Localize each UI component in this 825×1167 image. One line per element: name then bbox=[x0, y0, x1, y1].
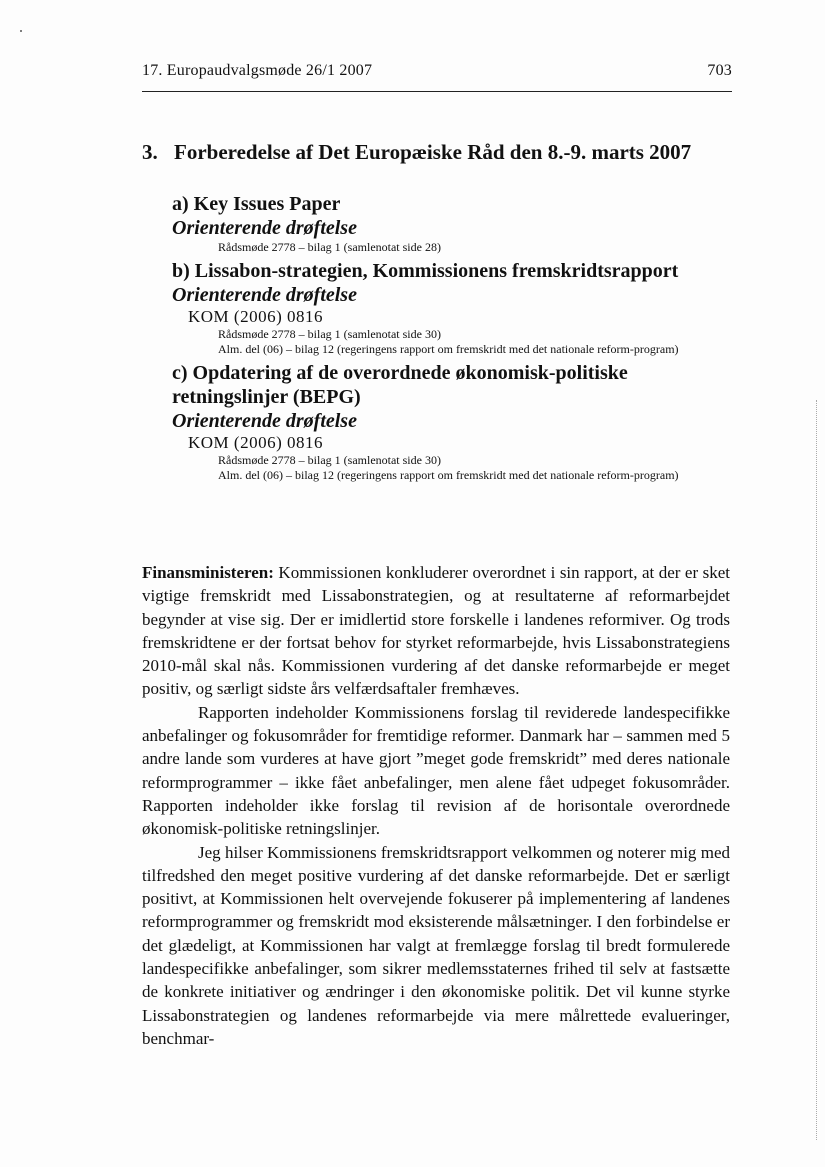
agenda-item-reference: KOM (2006) 0816 bbox=[188, 433, 323, 452]
agenda-item-c bbox=[172, 361, 742, 483]
agenda-item-document: Rådsmøde 2778 – bilag 1 (samlenotat side 30) bbox=[218, 327, 441, 341]
running-header bbox=[142, 62, 732, 86]
agenda-item-title: b) Lissabon-strategien, Kommissionens fremskridtsrapport bbox=[172, 260, 679, 282]
section-number: 3. bbox=[142, 140, 158, 164]
agenda-item-type: Orienterende drøftelse bbox=[172, 284, 357, 306]
agenda-item-type: Orienterende drøftelse bbox=[172, 217, 357, 239]
agenda-item-document: Alm. del (06) – bilag 12 (regeringens rapport om fremskridt med det nationale reform-program) bbox=[218, 342, 679, 356]
agenda-item-document: Rådsmøde 2778 – bilag 1 (samlenotat side 30) bbox=[218, 453, 441, 467]
scan-speck bbox=[20, 30, 22, 32]
section-title: Forberedelse af Det Europæiske Råd den 8.-9. marts 2007 bbox=[174, 140, 692, 164]
agenda-item-reference: KOM (2006) 0816 bbox=[188, 307, 323, 326]
agenda-item-document: Alm. del (06) – bilag 12 (regeringens rapport om fremskridt med det nationale reform-program) bbox=[218, 468, 679, 482]
scan-edge-line bbox=[815, 400, 817, 1140]
body-paragraph: Rapporten indeholder Kommissionens forslag til reviderede landespecifikke anbefalinger og fokusområder for fremtidige reformer. Danmark har – sammen med 5 andre lande som vurderes at have gjort ”meget gode fremskridt” med deres nationale reformprogrammer – ikke fået anbefalinger, men alene fået udpeget fokusområder. Rapporten indeholder ikke forslag til revision af de horisontale overordnede økonomisk-politiske retningslinjer. bbox=[142, 702, 730, 839]
section-heading bbox=[142, 140, 691, 165]
paragraph-text: Kommissionen konkluderer overordnet i sin rapport, at der er sket vigtige fremskridt med Lissabonstrategien, og at resultaterne af reformarbejdet begynder at vise sig. Der er imidlertid store forskelle i landenes reformiver. Og trods fremskridtene er der fortsat behov for styrket reformarbejde, hvis Lissabonstrategiens 2010-mål skal nås. Kommissionen vurdering af det danske reformarbejde er meget positiv, og særligt sidste års velfærdsaftaler fremhæves. bbox=[142, 563, 731, 699]
agenda-item-document: Rådsmøde 2778 – bilag 1 (samlenotat side 28) bbox=[218, 240, 441, 254]
agenda-item-b bbox=[172, 259, 742, 357]
header-rule bbox=[142, 91, 732, 92]
page-number: 703 bbox=[707, 62, 732, 79]
agenda-item-title: c) Opdatering af de overordnede økonomisk-politiske retningslinjer (BEPG) bbox=[172, 362, 628, 408]
body-paragraph bbox=[142, 561, 730, 701]
header-title: 17. Europaudvalgsmøde 26/1 2007 bbox=[142, 62, 373, 79]
minutes-body bbox=[142, 561, 730, 1050]
speaker-label: Finansministeren: bbox=[142, 563, 274, 582]
agenda-item-title: a) Key Issues Paper bbox=[172, 193, 341, 215]
agenda-item-a bbox=[172, 192, 742, 255]
agenda-item-type: Orienterende drøftelse bbox=[172, 410, 357, 432]
body-paragraph: Jeg hilser Kommissionens fremskridtsrapport velkommen og noterer mig med tilfredshed den meget positive vurdering af det danske reformarbejde. Det er særligt positivt, at Kommissionen helt overvejende fokuserer på implementering af landenes reformprogrammer og fremskridt mod eksisterende målsætninger. I den forbindelse er det glædeligt, at Kommissionen har valgt at fremlægge forslag til bredt formulerede landespecifikke anbefalinger, som sikrer medlemsstaternes frihed til selv at fastsætte de konkrete initiativer og ændringer i den økonomiske politik. Det vil kunne styrke Lissabonstrategien og landenes reformarbejde via mere målrettede evalueringer, benchmar- bbox=[142, 842, 730, 1048]
agenda-list bbox=[172, 192, 742, 483]
